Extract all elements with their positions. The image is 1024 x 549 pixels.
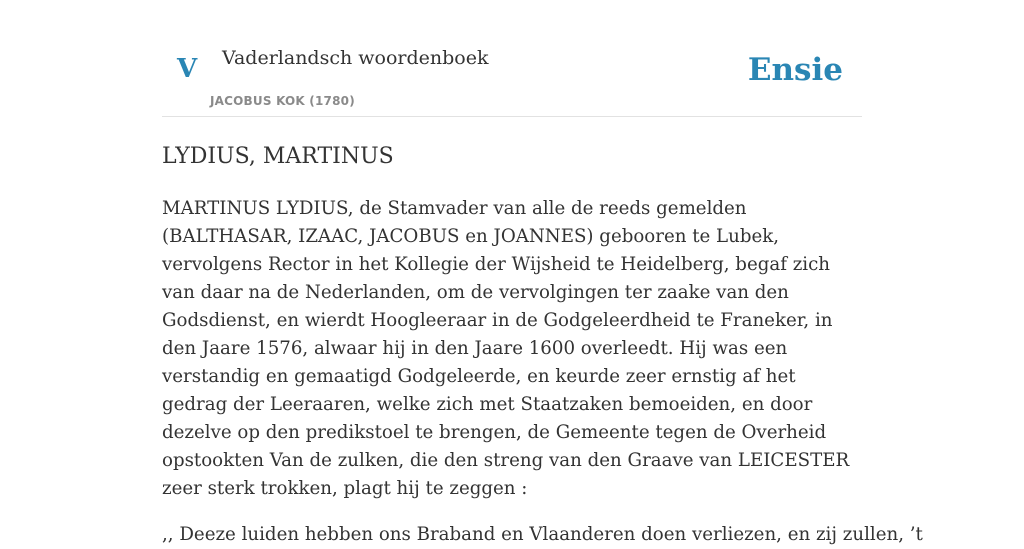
book-letter-icon[interactable]: V (177, 54, 198, 84)
book-author: JACOBUS KOK (1780) (210, 94, 355, 108)
page (162, 0, 923, 549)
entry-paragraph: MARTINUS LYDIUS, de Stamvader van alle de reeds gemelden (BALTHASAR, IZAAC, JACOBUS en JOANNES) gebooren te Lubek, vervolgens Rector in het Kollegie der Wijsheid te Heidelberg, begaf zich van daar na de Nederlanden, om de vervolgingen ter zaake van den Godsdienst, en wierdt Hoogleeraar in de Godgeleerdheid te Franeker, in den Jaare 1576, alwaar hij in den Jaare 1600 overleedt. Hij was een verstandig en gemaatigd Godgeleerde, en keurde zeer ernstig af het gedrag der Leeraaren, welke zich met Staatzaken bemoeiden, en door dezelve op den predikstoel te brengen, de Gemeente tegen de Overheid opstookten Van de zulken, die den streng van den Graave van LEICESTER zeer sterk trokken, plagt hij te zeggen : (162, 198, 850, 499)
book-header (162, 0, 862, 117)
entry-title: LYDIUS, MARTINUS (162, 144, 394, 169)
entry-quote: ,, Deeze luiden hebben ons Braband en Vlaanderen doen verliezen, en zij zullen, ’t (162, 524, 923, 545)
book-title-link[interactable]: Vaderlandsch woordenboek (222, 47, 489, 69)
ensie-logo-link[interactable]: Ensie (747, 52, 843, 88)
